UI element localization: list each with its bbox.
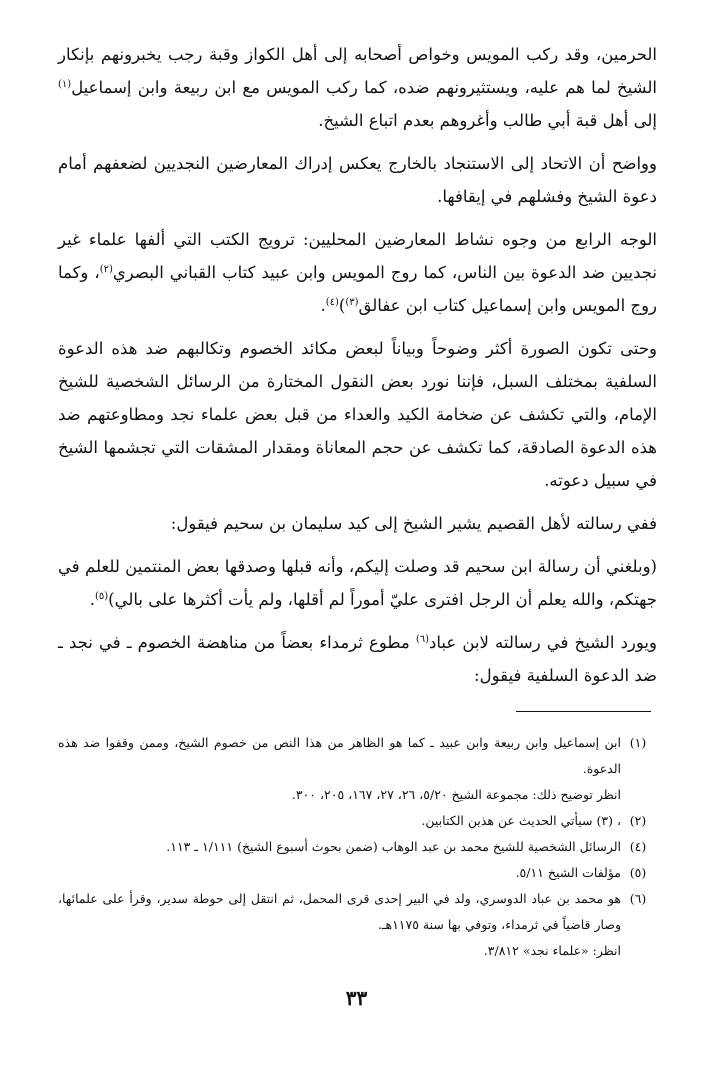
footnote-text: ابن إسماعيل وابن ربيعة وابن عبيد ـ كما هو الظاهر من هذا النص من خصوم الشيخ، وممن وقفوا ضد هذه الدعوة. xyxy=(58,735,621,776)
main-text xyxy=(58,38,657,692)
paragraph-5: ففي رسالته لأهل القصيم يشير الشيخ إلى كيد سليمان بن سحيم فيقول: xyxy=(170,514,657,533)
footnote-text: الرسائل الشخصية للشيخ محمد بن عبد الوهاب (ضمن بحوث أسبوع الشيخ) ١/١١١ ـ ١١٣. xyxy=(166,839,621,854)
footnote-ref-1[interactable]: (١) xyxy=(58,79,72,90)
footnote-4 xyxy=(58,834,655,860)
footnote-ref-3[interactable]: (٣) xyxy=(345,297,359,308)
footnote-text: ، (٣) سيأتي الحديث عن هذين الكتابين. xyxy=(421,813,621,828)
footnote-ref-2[interactable]: (٢) xyxy=(99,264,113,275)
paragraph-6-quote: (وبلغني أن رسالة ابن سحيم قد وصلت إليكم، وأنه قبلها وصدقها بعض المنتمين للعلم في جهتكم، والله يعلم أن الرجل افترى عليّ أموراً لم أقلها، ولم يأت أكثرها على بالي)$^{(٥)}$. xyxy=(58,557,657,609)
paragraph-4: وحتى تكون الصورة أكثر وضوحاً وبياناً لبعض مكائد الخصوم وتكالبهم ضد هذه الدعوة السلفية بمختلف السبل، فإننا نورد بعض النقول المختارة من الرسائل الشخصية للشيخ الإمام، والتي تكشف عن ضخامة الكيد والعداء من قبل بعض علماء نجد ومطاوعتهم ضد هذه الدعوة الصادقة، كما تكشف عن حجم المعاناة ومقدار المشقات التي تجشمها الشيخ في سبيل دعوته. xyxy=(58,339,657,490)
footnote-number: (٥) xyxy=(629,865,647,880)
footnote-text: هو محمد بن عباد الدوسري، ولد في البير إحدى قرى المحمل، ثم انتقل إلى حوطة سدير، وقرأ على علمائها، وصار قاضياً في ثرمداء، وتوفي بها سنة ١١٧٥هـ. xyxy=(58,891,621,932)
footnote-divider xyxy=(516,711,651,712)
footnote-number: (٤) xyxy=(629,839,647,854)
footnote-text: مؤلفات الشيخ ٥/١١. xyxy=(515,865,621,880)
footnote-ref-5[interactable]: (٥) xyxy=(94,591,109,602)
footnote-2-3 xyxy=(58,808,655,834)
paragraph-1: الحرمين، وقد ركب المويس وخواص أصحابه إلى أهل الكواز وقبة رجب يخبرونهم بإنكار الشيخ لما هم عليه، ويستثيرونهم ضده، كما ركب المويس مع ابن ربيعة وابن إسماعيل$^{(١)}$ إلى أهل قبة أبي طالب وأغروهم بعدم اتباع الشيخ. xyxy=(58,45,657,130)
footnote-6 xyxy=(58,886,655,964)
footnote-number: (٢) xyxy=(629,813,647,828)
paragraph-3: الوجه الرابع من وجوه نشاط المعارضين المحليين: ترويج الكتب التي ألفها علماء غير نجديين ضد الدعوة بين الناس، كما روج المويس وابن عبيد كتاب القباني البصري$^{(٢)}$، وكما روج المويس وابن إسماعيل كتاب ابن عفالق$^{(٣)}$)$^{(٤)}$. xyxy=(58,230,657,315)
page-number: ٣٣ xyxy=(345,986,368,1010)
footnote-5 xyxy=(58,860,655,886)
footnote-number: (٦) xyxy=(629,891,647,906)
footnote-ref-4[interactable]: (٤) xyxy=(325,297,339,308)
footnote-text: انظر: «علماء نجد» ٣/٨١٢. xyxy=(483,943,621,958)
paragraph-2: وواضح أن الاتحاد إلى الاستنجاد بالخارج يعكس إدراك المعارضين النجديين لضعفهم أمام دعوة الشيخ وفشلهم في إيقافها. xyxy=(58,154,657,206)
footnote-ref-6[interactable]: (٦) xyxy=(415,634,430,645)
footnote-1 xyxy=(58,730,655,808)
footnote-number: (١) xyxy=(629,735,647,750)
footnote-text: انظر توضيح ذلك: مجموعة الشيخ ٥/٢٠، ٢٦، ٢٧، ١٦٧، ٢٠٥، ٣٠٠. xyxy=(291,787,621,802)
paragraph-7: ويورد الشيخ في رسالته لابن عباد$^{(٦)}$ مطوع ثرمداء بعضاً من مناهضة الخصوم ـ في نجد ـ ضد الدعوة السلفية فيقول: xyxy=(58,633,657,685)
footnotes xyxy=(58,730,655,964)
